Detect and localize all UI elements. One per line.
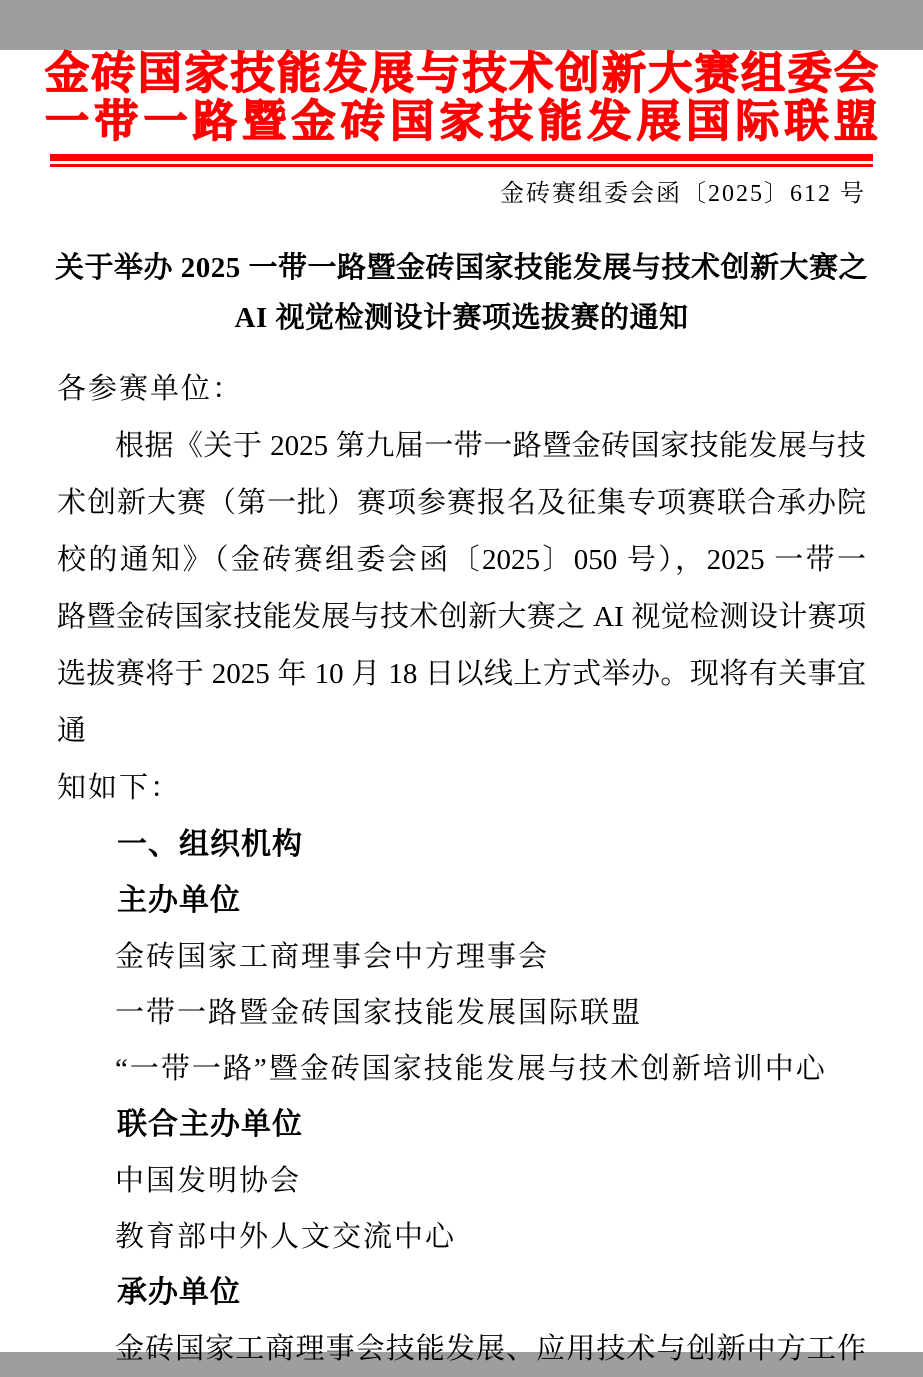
org-subheading-organizer: 承办单位	[117, 1276, 241, 1309]
paragraph-line: 选拔赛将于 2025 年 10 月 18 日以线上方式举办。现将有关事宜通	[57, 658, 866, 747]
org-item: 中国发明协会	[115, 1165, 302, 1197]
org-item: “一带一路”暨金砖国家技能发展与技术创新培训中心	[115, 1053, 827, 1085]
salutation: 各参赛单位：	[57, 373, 244, 405]
red-double-rule	[50, 154, 873, 167]
notice-document-page	[0, 49, 923, 1365]
paragraph-line: 根据《关于 2025 第九届一带一路暨金砖国家技能发展与技	[115, 430, 866, 462]
section-heading-organization: 一、组织机构	[117, 828, 303, 861]
org-subheading-host: 主办单位	[117, 884, 241, 917]
org-item: 金砖国家工商理事会中方理事会	[115, 941, 550, 973]
notice-title-line-2: AI 视觉检测设计赛项选拔赛的通知	[234, 302, 689, 334]
notice-body	[57, 361, 866, 1377]
paragraph-line: 知如下：	[57, 772, 182, 804]
org-item: 金砖国家工商理事会技能发展、应用技术与创新中方工作	[115, 1333, 866, 1365]
letterhead	[45, 50, 878, 146]
letterhead-line-1: 金砖国家技能发展与技术创新大赛组委会	[45, 49, 878, 98]
paragraph-line: 校的通知》（金砖赛组委会函〔2025〕050 号），2025 一带一	[57, 544, 866, 576]
org-item: 教育部中外人文交流中心	[115, 1221, 457, 1253]
document-number: 金砖赛组委会函〔2025〕612 号	[500, 181, 866, 207]
paragraph-line: 路暨金砖国家技能发展与技术创新大赛之 AI 视觉检测设计赛项	[57, 601, 866, 633]
org-item: 一带一路暨金砖国家技能发展国际联盟	[115, 997, 643, 1029]
letterhead-line-2: 一带一路暨金砖国家技能发展国际联盟	[45, 97, 878, 146]
org-subheading-co-host: 联合主办单位	[117, 1108, 303, 1141]
paragraph-line: 术创新大赛（第一批）赛项参赛报名及征集专项赛联合承办院	[57, 487, 866, 519]
notice-title-line-1: 关于举办 2025 一带一路暨金砖国家技能发展与技术创新大赛之	[54, 252, 868, 284]
notice-title	[40, 243, 883, 343]
